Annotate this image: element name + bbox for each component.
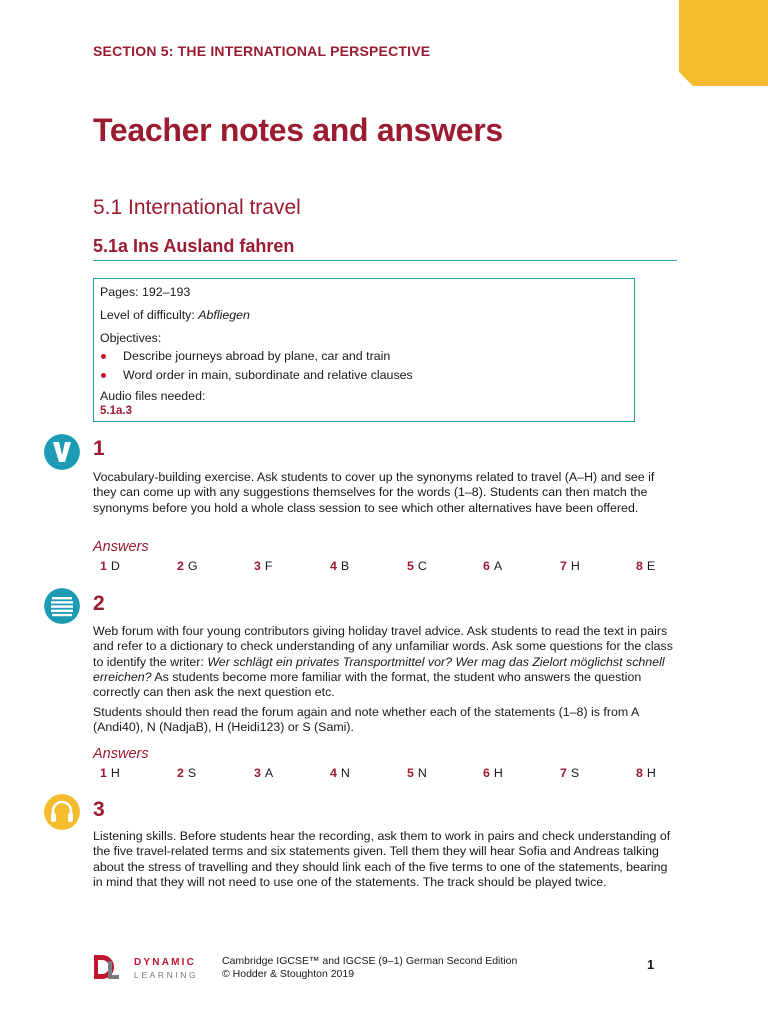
exercise-description: Vocabulary-building exercise. Ask students to cover up the synonyms related to travel (A–H) and see if they can come up with any suggestions themselves for the words (1–8). Students can then match the synonyms before you hold a whole class session to see which other alternatives have been offered. (93, 470, 655, 515)
answer-item: 3 A (254, 766, 274, 780)
objective-item: Word order in main, subordinate and relative clauses (100, 368, 628, 383)
answer-item: 2 G (177, 559, 198, 573)
exercise-description: Web forum with four young contributors giving holiday travel advice. Ask students to read the text in pairs and refer to a dictionary to check understanding of any unfamiliar words. Ask some questions for the class to identify the writer: Wer schlägt ein privates Transportmittel vor? Wer mag das Zielort möglichst schnell erreichen? As students become more familiar with the format, the student who answers the question correctly can then ask the next question etc. (93, 624, 673, 700)
answer-item: 7 S (560, 766, 580, 780)
footer-book-title: Cambridge IGCSE™ and IGCSE (9–1) German Second Edition (222, 955, 518, 967)
answer-item: 5 N (407, 766, 427, 780)
bullet-icon (101, 373, 106, 378)
difficulty-value: Abfliegen (198, 308, 250, 322)
exercise-number: 3 (93, 798, 105, 821)
answers-label: Answers (93, 746, 149, 762)
answer-item: 8 E (636, 559, 656, 573)
pages-text: Pages: 192–193 (100, 285, 191, 299)
footer-credits (222, 955, 517, 981)
exercise-instruction: Students should then read the forum again and note whether each of the statements (1–8) is from A (Andi40), N (NadjaB), H (Heidi123) or S (Sami). (93, 705, 639, 735)
objective-item: Describe journeys abroad by plane, car and train (100, 349, 628, 364)
answers-label: Answers (93, 539, 149, 555)
answers-row (100, 559, 680, 575)
answer-item: 5 C (407, 559, 427, 573)
listening-icon (44, 794, 80, 830)
lesson-title: 5.1a Ins Ausland fahren (93, 236, 295, 256)
unit-title: 5.1 International travel (93, 196, 301, 219)
audio-file-link[interactable]: 5.1a.3 (100, 405, 132, 417)
answer-item: 6 A (483, 559, 503, 573)
bullet-icon (101, 354, 106, 359)
objectives-list (100, 349, 628, 383)
page-title: Teacher notes and answers (93, 112, 503, 148)
footer-copyright: © Hodder & Stoughton 2019 (222, 968, 355, 980)
answer-item: 6 H (483, 766, 503, 780)
reading-icon (44, 588, 80, 624)
exercise-description: Listening skills. Before students hear the recording, ask them to work in pairs and check understanding of the five travel-related terms and six statements given. Tell them they will hear Sofia and Andreas talking about the stress of travelling and they should link each of the five terms to one of the statements, bearing in mind that they will not need to use one of the statements. The track should be played twice. (93, 829, 671, 889)
exercise-number: 1 (93, 437, 105, 460)
svg-text:DYNAMIC: DYNAMIC (134, 957, 197, 968)
difficulty-label: Level of difficulty: (100, 308, 195, 322)
answer-item: 4 B (330, 559, 350, 573)
answer-item: 1 H (100, 766, 120, 780)
answer-item: 7 H (560, 559, 580, 573)
objectives-label: Objectives: (100, 331, 162, 345)
page-number: 1 (647, 957, 655, 972)
answer-item: 4 N (330, 766, 350, 780)
dynamic-learning-logo (92, 953, 212, 983)
title-divider (93, 260, 677, 261)
difficulty-line (100, 308, 628, 323)
section-heading: SECTION 5: THE INTERNATIONAL PERSPECTIVE (93, 43, 431, 59)
answer-item: 2 S (177, 766, 197, 780)
audio-files-label: Audio files needed: (100, 389, 206, 403)
answers-row (100, 766, 680, 782)
answer-item: 3 F (254, 559, 273, 573)
answer-item: 8 H (636, 766, 656, 780)
svg-text:LEARNING: LEARNING (134, 970, 199, 980)
lesson-info-box (93, 278, 635, 422)
vocabulary-icon (44, 434, 80, 470)
exercise-number: 2 (93, 592, 105, 615)
corner-tab (679, 0, 768, 86)
answer-item: 1 D (100, 559, 120, 573)
